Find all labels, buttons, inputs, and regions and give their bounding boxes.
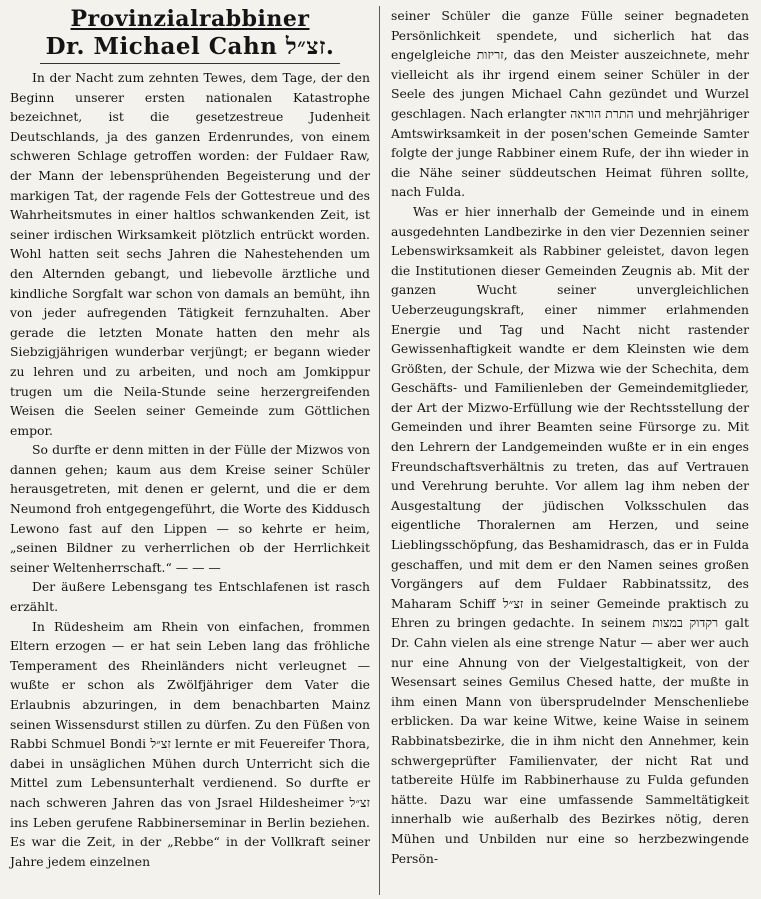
paragraph: Der äußere Lebensgang tes Entschlafenen ist rasch erzählt. [10, 579, 370, 615]
paragraph: seiner Schüler die ganze Fülle seiner begnadeten Persönlichkeit spendete, und sicherlich hat das engelgleiche זריזות, das den Meister auszeichnete, mehr vielleicht als ihr irgend einem seiner Schüler in der Seele des jungen Michael Cahn gezündet und Wurzel geschlagen. Nach erlangter התרת הוראה und mehrjähriger Amtswirksamkeit in der posen'schen Gemeinde Samter folgte der junge Rabbiner einem Rufe, der ihn wieder in die Nähe seiner süddeutschen Heimat führen sollte, nach Fulda. [391, 8, 749, 200]
right-column [381, 6, 753, 895]
paragraph: So durfte er denn mitten in der Fülle der Mizwos von dannen gehen; kaum aus dem Kreise seiner Schüler herausgetreten, mit denen er gelernt, und die er dem Neumond froh entgegengeführt, die Worte des Kiddusch Lewono fast auf den Lippen — so kehrte er heim, „seinen Bildner zu verherrlichen ob der Herrlichkeit seiner Weltenherrschaft.“ — — — [10, 442, 370, 575]
paragraph: In Rüdesheim am Rhein von einfachen, frommen Eltern erzogen — er hat sein Leben lang das fröhliche Temperament des Rheinländers nicht verleugnet — wußte er schon als Zwölfjähriger dem Vater die Erlaubnis abzuringen, in dem benachbarten Mainz seinen Wissensdurst stillen zu dürfen. Zu den Füßen von Rabbi Schmuel Bondi זצ״ל lernte er mit Feuereifer Thora, dabei in unsäglichen Mühen durch Unterricht sich die Mittel zum Lebensunterhalt verdienend. So durfte er nach schweren Jahren das von Jsrael Hildesheimer זצ״ל ins Leben gerufene Rabbinerseminar in Berlin beziehen. Es war die Zeit, in der „Rebbe“ in der Vollkraft seiner Jahre jedem einzelnen [10, 618, 370, 869]
paragraph: Was er hier innerhalb der Gemeinde und in einem ausgedehnten Landbezirke in den vier Dezennien seiner Lebenswirksamkeit als Rabbiner geleistet, davon legen die Institutionen dieser Gemeinden Zeugnis ab. Mit der ganzen Wucht seiner unvergleichlichen Ueberzeugungskraft, einer nimmer erlahmenden Energie und Tag und Nacht nicht rastender Gewissenhaftigkeit wandte er dem Kleinsten wie dem Größten, der Schule, der Mizwa wie der Schechita, dem Geschäfts- und Familienleben der Gemeindemitglieder, der Art der Mizwo-Erfüllung wie der Rechtsstellung der Gemeinden und ihrer Beamten seine Fürsorge zu. Mit den Lehrern der Landgemeinden wußte er in ein enges Freundschaftsverhältnis zu treten, das auf Vertrauen und Verehrung beruhte. Vor allem lag ihm neben der Ausgestaltung der jüdischen Volksschulen das eigentliche Thoralernen am Herzen, und seine Lieblingsschöpfung, das Beshamidrasch, das er in Fulda geschaffen, und mit dem er den Namen seines großen Vorgängers auf dem Fuldaer Rabbinatssitz, des Maharam Schiff זצ״ל in seiner Gemeinde praktisch zu Ehren zu bringen gedachte. In seinem רקדוק במצות galt Dr. Cahn vielen als eine strenge Natur — aber wer auch nur eine Ahnung von der Vielgestaltigkeit, von der Wesensart seines Gemilus Chesed hatte, der mußte in ihm einen Mann von übersprudelnder Menschenliebe erblicken. Da war keine Witwe, keine Waise in seinem Rabbinatsbezirke, die in ihm nicht den Annehmer, kein schwergeprüfter Familienvater, der nicht Rat und tatbereite Hülfe im Rabbinerhause zu Fulda gefunden hätte. Dazu war eine umfassende Sammeltätigkeit innerhalb wie außerhalb des Bezirkes nötig, deren Mühen und Unbilden nur eine so herzbezwingende Persön- [391, 203, 750, 866]
paragraph: In der Nacht zum zehnten Tewes, dem Tage, der den Beginn unserer ersten nationalen Katastrophe bezeichnet, ist die gesetzestreue Judenheit Deutschlands, ja des ganzen Erdenrundes, von einem schweren Schlage getroffen worden: der Fuldaer Raw, der Mann der lebensprühenden Begeisterung und der markigen Tat, der ragende Fels der Gottestreue und des Wahrheitsmutes in einer haltlos schwankenden Zeit, ist seiner irdischen Wirksamkeit plötzlich entrückt worden. Wohl hatten seit sechs Jahren die Nahestehenden um den Alternden gebangt, und liebevolle ärztliche und kindliche Sorgfalt war schon von damals an bemüht, ihn von jeder aufregenden Tätigkeit fernzuhalten. Aber gerade die letzten Monate hatten den mehr als Siebzigjährigen wunderbar verjüngt; er begann wieder zu lehren und zu arbeiten, und noch am Jomkippur trugen um die Neila-Stunde seine herzergreifenden Weisen die Seelen seiner Gemeinde zum Göttlichen empor. [10, 70, 370, 438]
article-heading-line1: Provinzialrabbiner [70, 6, 310, 32]
column-divider [379, 6, 380, 895]
article-heading-line2: Dr. Michael Cahn זצ״ל. [45, 33, 335, 60]
heading-divider [40, 63, 340, 64]
left-column [6, 6, 378, 895]
